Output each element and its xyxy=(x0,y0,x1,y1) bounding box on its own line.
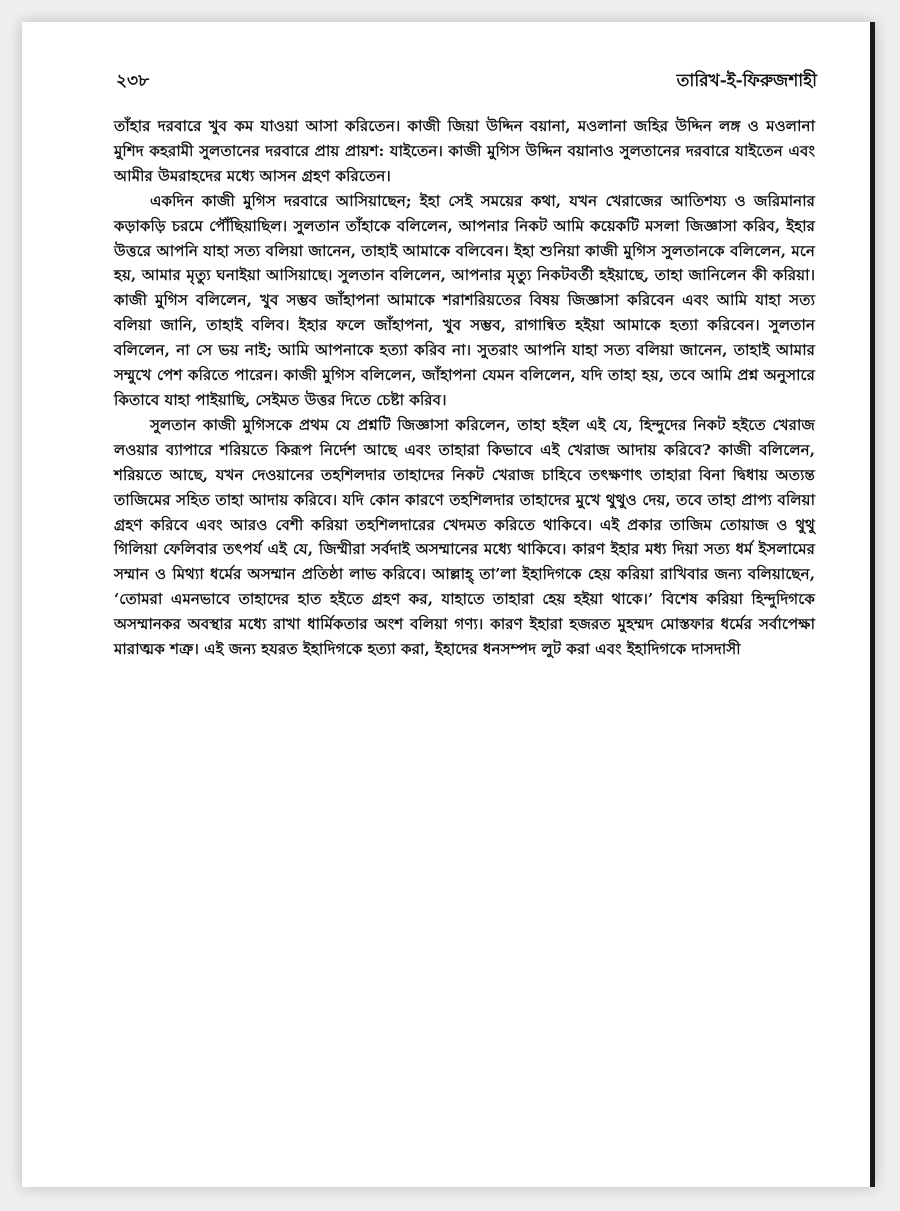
book-page xyxy=(22,22,875,1187)
paragraph-2: একদিন কাজী মুগিস দরবারে আসিয়াছেন; ইহা সেই সময়ের কথা, যখন খেরাজের আতিশয্য ও জরিমানার কড়াকড়ি চরমে পৌঁছিয়াছিল। সুলতান তাঁহাকে বলিলেন, আপনার নিকট আমি কয়েকটি মসলা জিজ্ঞাসা করিব, ইহার উত্তরে আপনি যাহা সত্য বলিয়া জানেন, তাহাই আমাকে বলিবেন। ইহা শুনিয়া কাজী মুগিস সুলতানকে বলিলেন, মনে হয়, আমার মৃত্যু ঘনাইয়া আসিয়াছে। সুলতান বলিলেন, আপনার মৃত্যু নিকটবর্তী হইয়াছে, তাহা জানিলেন কী করিয়া। কাজী মুগিস বলিলেন, খুব সম্ভব জাঁহাপনা আমাকে শরাশরিয়তের বিষয় জিজ্ঞাসা করিবেন এবং আমি যাহা সত্য বলিয়া জানি, তাহাই বলিব। ইহার ফলে জাঁহাপনা, খুব সম্ভব, রাগান্বিত হইয়া আমাকে হত্যা করিবেন। সুলতান বলিলেন, না সে ভয় নাই; আমি আপনাকে হত্যা করিব না। সুতরাং আপনি যাহা সত্য বলিয়া জানেন, তাহাই আমার সম্মুখে পেশ করিতে পারেন। কাজী মুগিস বলিলেন, জাঁহাপনা যেমন বলিলেন, যদি তাহা হয়, তবে আমি প্রশ্ন অনুসারে কিতাবে যাহা পাইয়াছি, সেইমত উত্তর দিতে চেষ্টা করিব। xyxy=(114,191,815,409)
running-title: তারিখ-ই-ফিরুজশাহী xyxy=(676,71,817,91)
paragraph-3: সুলতান কাজী মুগিসকে প্রথম যে প্রশ্নটি জিজ্ঞাসা করিলেন, তাহা হইল এই যে, হিন্দুদের নিকট হইতে খেরাজ লওয়ার ব্যাপারে শরিয়তে কিরূপ নির্দেশ আছে এবং তাহারা কিভাবে এই খেরাজ আদায় করিবে? কাজী বলিলেন, শরিয়তে আছে, যখন দেওয়ানের তহশিলদার তাহাদের নিকট খেরাজ চাহিবে তৎক্ষণাৎ তাহারা বিনা দ্বিধায় অত্যন্ত তাজিমের সহিত তাহা আদায় করিবে। যদি কোন কারণে তহশিলদার তাহাদের মুখে থুথুও দেয়, তবে তাহা প্রাপ্য বলিয়া গ্রহণ করিবে এবং আরও বেশী করিয়া তহশিলদারের খেদমত করিতে থাকিবে। এই প্রকার তাজিম তোয়াজ ও থুথু গিলিয়া ফেলিবার তৎপর্য এই যে, জিম্মীরা সর্বদাই অসম্মানের মধ্যে থাকিবে। কারণ ইহার মধ্য দিয়া সত্য ধর্ম ইসলামের সম্মান ও মিথ্যা ধর্মের অসম্মান প্রতিষ্ঠা লাভ করিবে। আল্লাহ্ তা’লা ইহাদিগকে হেয় করিয়া রাখিবার জন্য বলিয়াছেন, ‘তোমরা এমনভাবে তাহাদের হাত হইতে গ্রহণ কর, যাহাতে তাহারা হেয় হইয়া থাকে।’ বিশেষ করিয়া হিন্দুদিগকে অসম্মানকর অবস্থার মধ্যে রাখা ধার্মিকতার অংশ বলিয়া গণ্য। কারণ ইহারা হজরত মুহম্মদ মোস্তফার ধর্মের সর্বাপেক্ষা মারাত্মক শত্রু। এই জন্য হযরত ইহাদিগকে হত্যা করা, ইহাদের ধনসম্পদ লুট করা এবং ইহাদিগকে দাসদাসী xyxy=(114,415,815,659)
page-number: ২৩৮ xyxy=(116,71,150,91)
page-header xyxy=(114,68,817,98)
page-edge-shadow xyxy=(870,22,875,1187)
paragraph-1: তাঁহার দরবারে খুব কম যাওয়া আসা করিতেন। কাজী জিয়া উদ্দিন বয়ানা, মওলানা জহির উদ্দিন লঙ্গ ও মওলানা মুশিদ কহরামী সুলতানের দরবারে প্রায় প্রায়শ: যাইতেন। কাজী মুগিস উদ্দিন বয়ানাও সুলতানের দরবারে যাইতেন এবং আমীর উমরাহদের মধ্যে আসন গ্রহণ করিতেন। xyxy=(114,117,815,185)
body-text xyxy=(114,114,815,662)
